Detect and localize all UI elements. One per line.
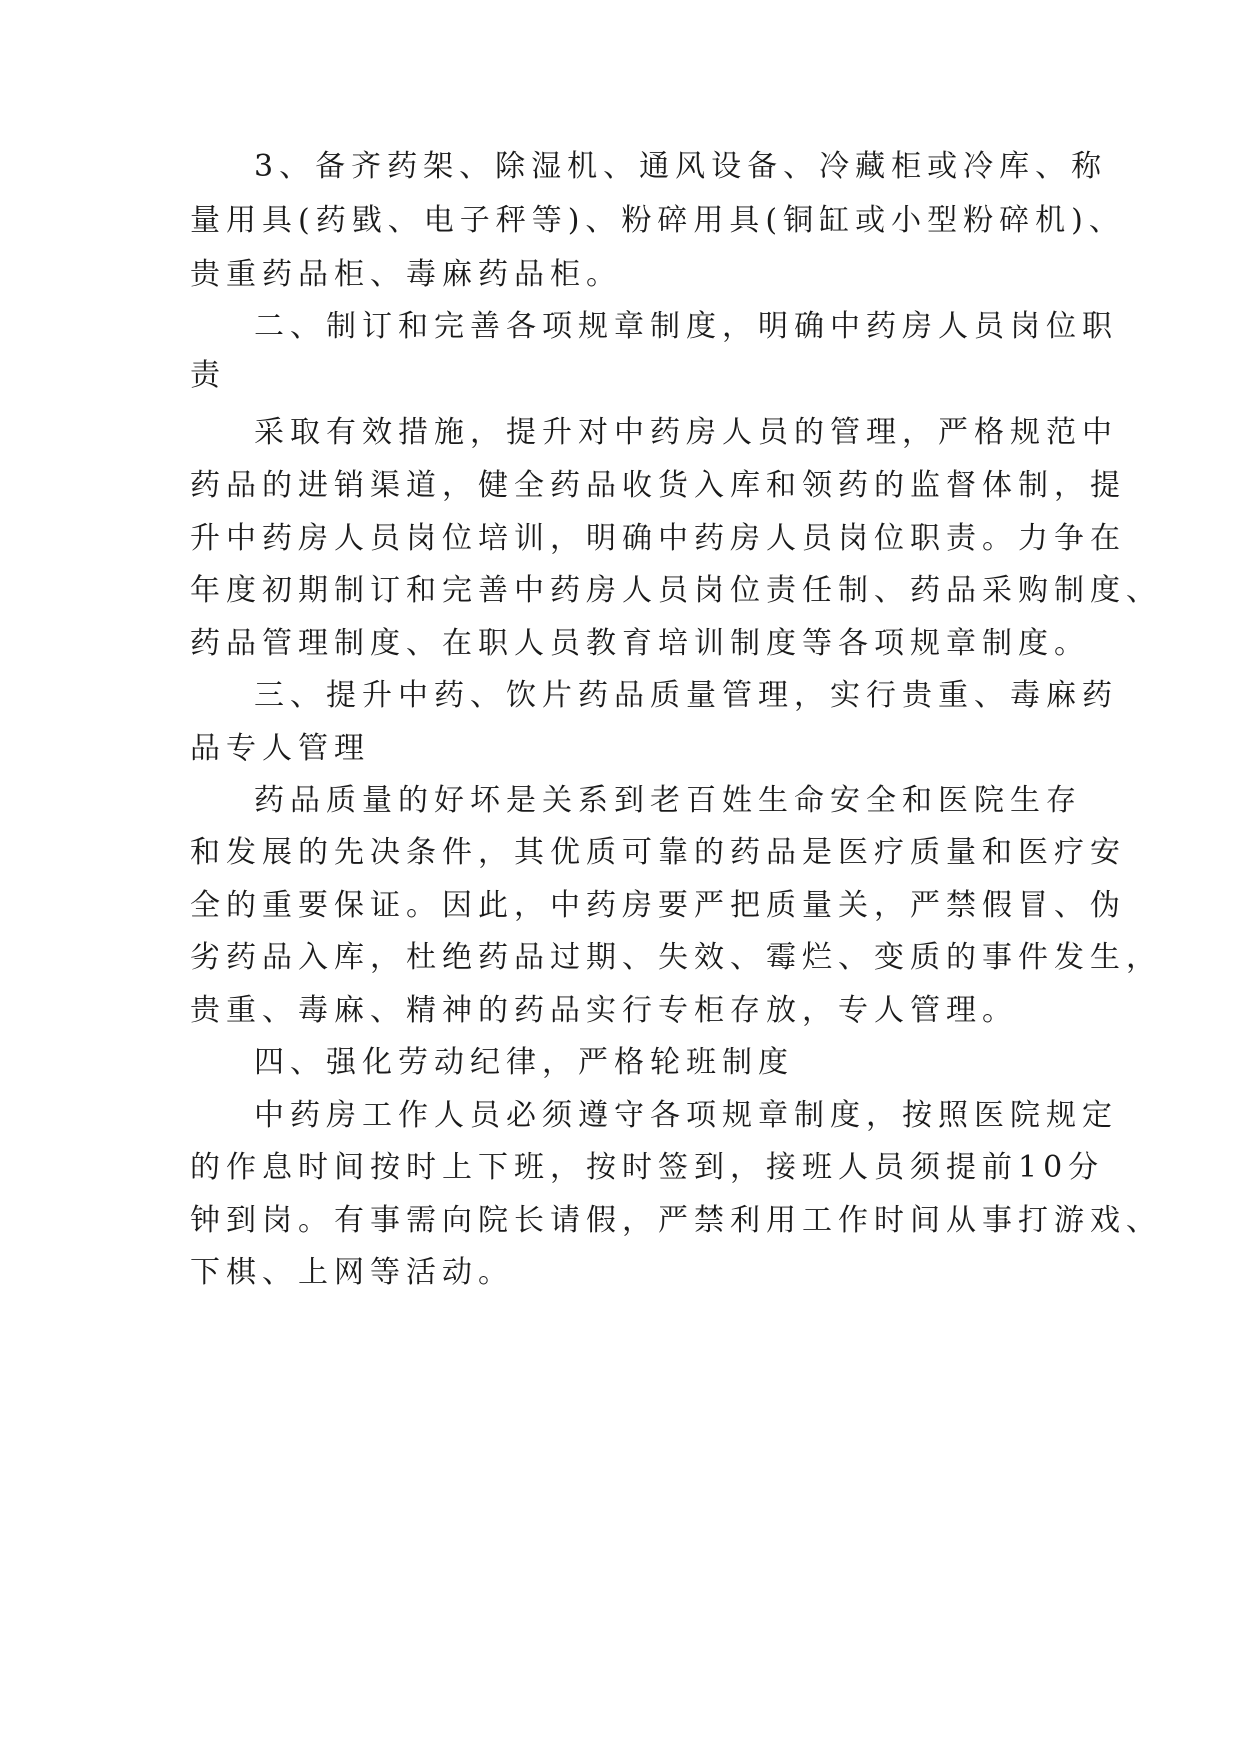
text-line: 药品的进销渠道，健全药品收货入库和领药的监督体制，提 — [190, 468, 1126, 503]
section-heading: 三、提升中药、饮片药品质量管理，实行贵重、毒麻药 — [254, 678, 1118, 713]
section-heading: 责 — [190, 358, 226, 393]
text-line: 贵重药品柜、毒麻药品柜。 — [190, 257, 622, 292]
section-heading: 二、制订和完善各项规章制度，明确中药房人员岗位职 — [254, 309, 1118, 344]
text-line: 钟到岗。有事需向院长请假，严禁利用工作时间从事打游戏、 — [190, 1203, 1162, 1238]
text-line: 全的重要保证。因此，中药房要严把质量关，严禁假冒、伪 — [190, 888, 1126, 923]
text-line: 药品管理制度、在职人员教育培训制度等各项规章制度。 — [190, 626, 1090, 661]
text-line: 药品质量的好坏是关系到老百姓生命安全和医院生存 — [254, 783, 1082, 818]
text-line: 和发展的先决条件，其优质可靠的药品是医疗质量和医疗安 — [190, 835, 1126, 870]
text-line: 升中药房人员岗位培训，明确中药房人员岗位职责。力争在 — [190, 521, 1126, 556]
text-line: 中药房工作人员必须遵守各项规章制度，按照医院规定 — [254, 1098, 1118, 1133]
section-heading: 品专人管理 — [190, 731, 370, 766]
text-line: 劣药品入库，杜绝药品过期、失效、霉烂、变质的事件发生， — [190, 940, 1162, 975]
section-heading: 四、强化劳动纪律，严格轮班制度 — [254, 1045, 794, 1080]
text-line: 的作息时间按时上下班，按时签到，接班人员须提前10分 — [190, 1150, 1105, 1185]
text-line: 采取有效措施，提升对中药房人员的管理，严格规范中 — [254, 415, 1118, 450]
text-line: 贵重、毒麻、精神的药品实行专柜存放，专人管理。 — [190, 993, 1018, 1028]
text-line: 年度初期制订和完善中药房人员岗位责任制、药品采购制度、 — [190, 573, 1162, 608]
text-line: 下棋、上网等活动。 — [190, 1255, 514, 1290]
text-line: 3、备齐药架、除湿机、通风设备、冷藏柜或冷库、称 — [254, 149, 1108, 184]
text-line: 量用具(药戥、电子秤等)、粉碎用具(铜缸或小型粉碎机)、 — [190, 203, 1125, 238]
